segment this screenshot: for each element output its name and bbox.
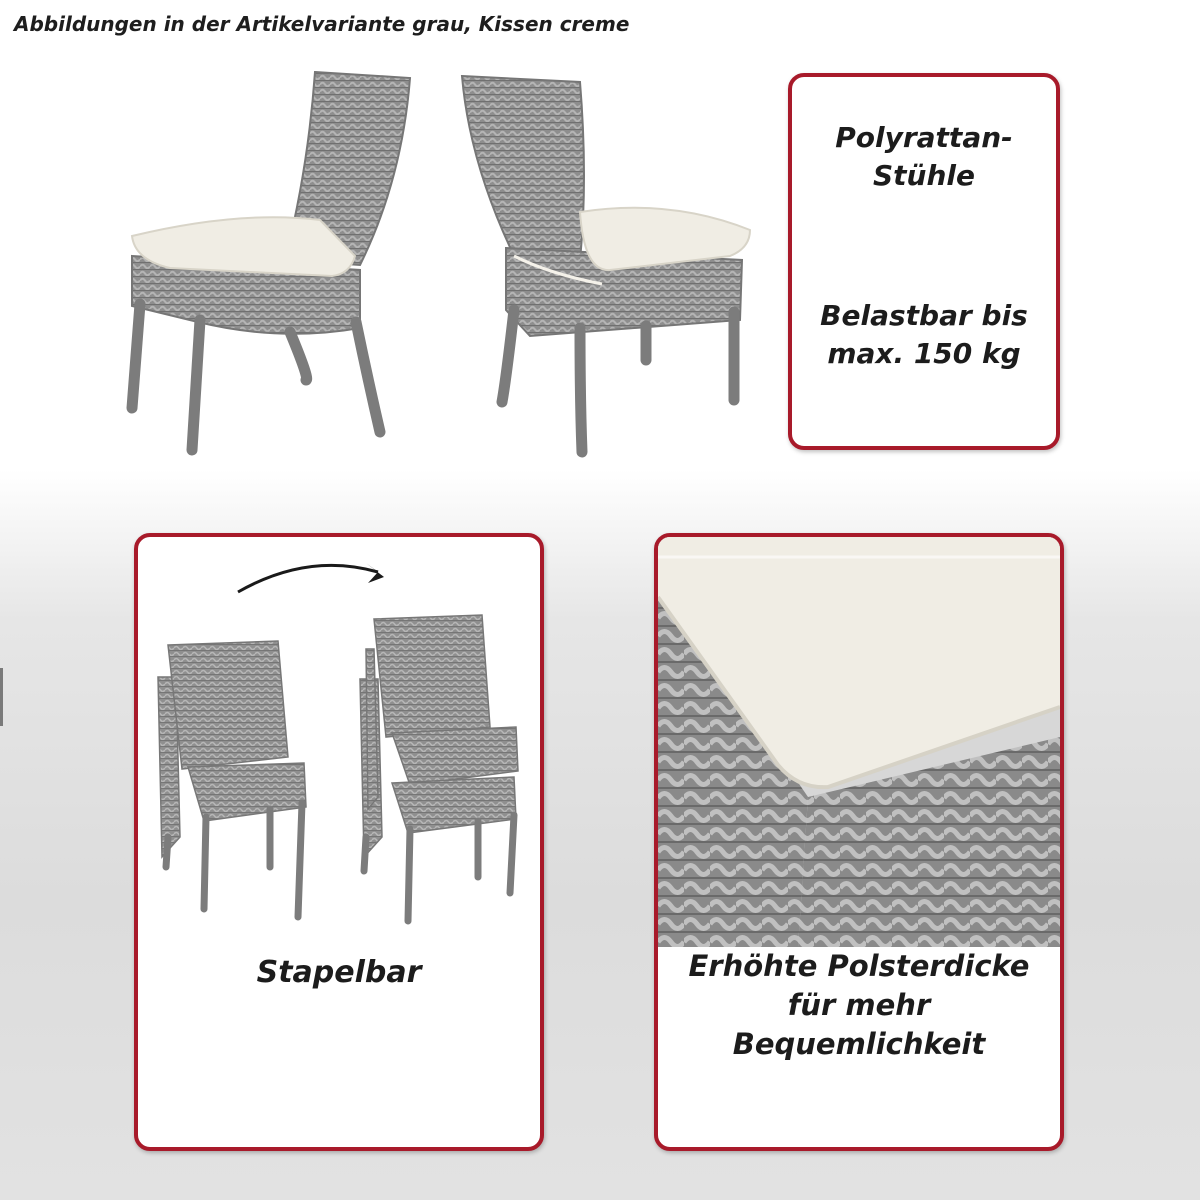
cushion-line-1: Erhöhte Polsterdicke	[688, 949, 1030, 983]
material-label	[792, 119, 1056, 194]
single-chair-stack	[158, 641, 306, 917]
load-line-1: Belastbar bis	[820, 299, 1028, 332]
edge-divider	[0, 668, 3, 726]
cushion-label	[658, 947, 1060, 1064]
stacked-chair-pair	[360, 615, 518, 921]
material-line-2: Stühle	[872, 158, 975, 192]
cushion-line-2: für mehr	[787, 987, 931, 1022]
stackable-label: Stapelbar	[256, 955, 422, 990]
stacked-chairs-illustration	[138, 537, 540, 937]
chair-front-view	[132, 72, 410, 450]
cushion-closeup-photo	[658, 537, 1060, 947]
image-caption: Abbildungen in der Artikelvariante grau, Kissen creme	[14, 12, 630, 36]
stackable-panel	[134, 533, 544, 1151]
material-line-1: Polyrattan-	[835, 121, 1013, 154]
load-capacity-label	[792, 297, 1056, 372]
cushion-line-3: Bequemlichkeit	[732, 1026, 986, 1061]
curved-arrow-icon	[238, 565, 378, 592]
material-info-panel	[788, 73, 1060, 450]
product-photo-two-chairs	[110, 60, 770, 470]
load-line-2: max. 150 kg	[827, 336, 1021, 370]
cushion-detail-panel	[654, 533, 1064, 1151]
chair-rear-view	[462, 76, 750, 452]
